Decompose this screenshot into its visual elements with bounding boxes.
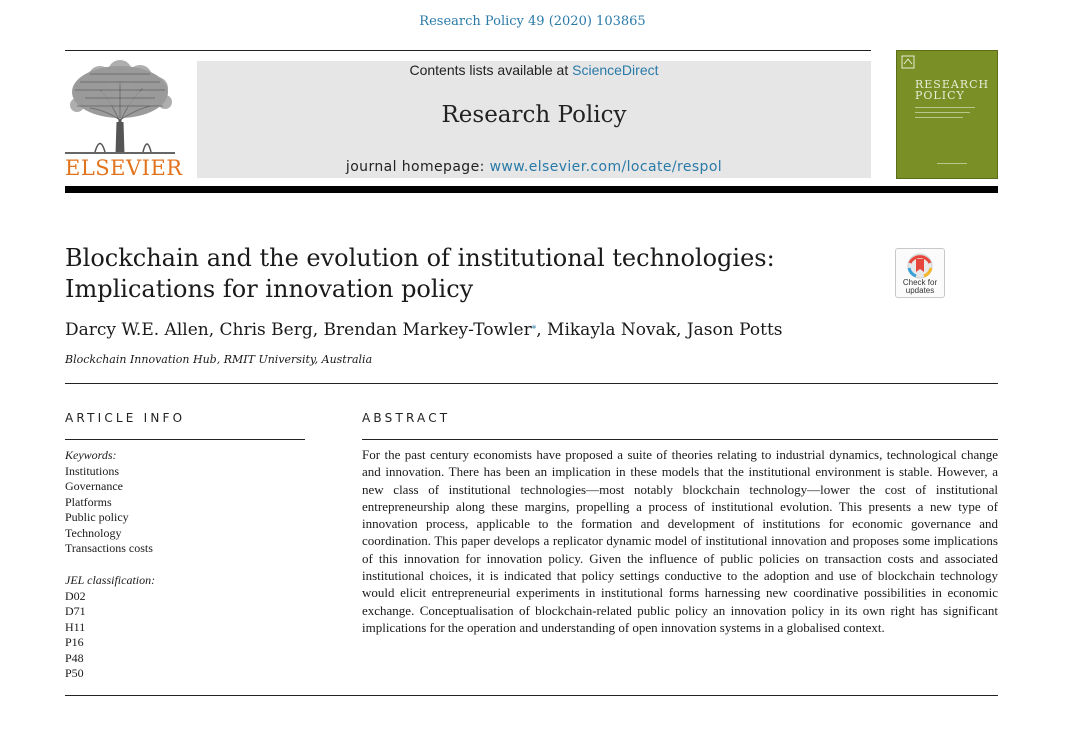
contents-prefix: Contents lists available at xyxy=(409,62,573,78)
jel-code: P48 xyxy=(65,650,84,665)
keyword-item: Public policy xyxy=(65,510,129,524)
homepage-prefix: journal homepage: xyxy=(345,159,490,175)
elsevier-tree-icon xyxy=(65,60,175,156)
corresponding-author-mark[interactable]: ⁎ xyxy=(531,321,537,332)
abstract-rule xyxy=(362,439,998,440)
authors-part-2: , Mikayla Novak, Jason Potts xyxy=(536,320,783,340)
contents-available-line xyxy=(197,62,871,78)
keywords-label: Keywords: xyxy=(65,448,117,462)
elsevier-wordmark: ELSEVIER xyxy=(65,156,183,180)
check-updates-label xyxy=(896,279,944,295)
jel-classification-block xyxy=(65,573,305,682)
paper-title: Blockchain and the evolution of institutional technologies: Implications for innovation policy xyxy=(65,244,775,303)
abstract-body: For the past century economists have proposed a suite of theories relating to industrial dynamics, technological change and innovation. There has been an implication in these models that the institutional environment is stable. However, a new class of institutional technologies—most notably blockchain technology—lower the cost of institutional entrepreneurship along these margins, propelling a process of institutional evolution. This presents a new type of innovation process, applicable to the formation and development of institutions for economic governance and coordination. This paper develops a replicator dynamic model of institutional innovation and proposes some implications of this innovation for innovation policy. Given the influence of public policies on transaction costs and associated institutional choices, it is indicated that policy settings conductive to the adoption and use of blockchain technology would elicit entrepreneurial experiments in institutional forms harnessing new coordinative possibilities in economic exchange. Conceptualisation of blockchain-related public policy an innovation policy in its own right has significant implications for the operation and understanding of open innovation systems in a globalised context. xyxy=(362,447,998,635)
journal-title: Research Policy xyxy=(441,102,627,128)
masthead-bottom-rule xyxy=(65,186,998,193)
cover-text-line xyxy=(915,112,970,113)
article-info-rule xyxy=(65,439,305,440)
top-rule xyxy=(65,50,871,51)
author-affiliation: Blockchain Innovation Hub, RMIT University, Australia xyxy=(65,353,373,366)
keyword-item: Platforms xyxy=(65,494,112,509)
cover-text-line xyxy=(937,163,967,164)
cover-logo-icon xyxy=(901,55,915,69)
keyword-item: Technology xyxy=(65,525,122,540)
jel-label: JEL classification: xyxy=(65,573,156,587)
check-updates-line1: Check for xyxy=(902,278,938,287)
jel-code: D71 xyxy=(65,604,86,618)
check-updates-icon xyxy=(896,251,944,281)
sciencedirect-link[interactable]: ScienceDirect xyxy=(572,62,659,78)
cover-text-line xyxy=(915,107,975,108)
keywords-block xyxy=(65,448,305,557)
title-section-rule xyxy=(65,383,998,384)
jel-code: D02 xyxy=(65,588,86,603)
jel-code: H11 xyxy=(65,619,86,634)
keyword-item: Institutions xyxy=(65,463,120,478)
check-for-updates-button[interactable] xyxy=(895,248,945,298)
cover-text-line xyxy=(915,117,963,118)
journal-homepage-line xyxy=(197,159,871,175)
journal-citation[interactable]: Research Policy 49 (2020) 103865 xyxy=(419,14,646,29)
cover-title: RESEARCH POLICY xyxy=(915,78,990,102)
journal-cover-thumbnail[interactable] xyxy=(896,50,998,179)
homepage-link[interactable]: www.elsevier.com/locate/respol xyxy=(489,159,723,175)
author-list xyxy=(65,320,783,340)
authors-part-1: Darcy W.E. Allen, Chris Berg, Brendan Markey-Towler xyxy=(65,320,532,340)
bottom-rule xyxy=(65,695,998,696)
elsevier-logo[interactable] xyxy=(65,60,183,180)
jel-code: P16 xyxy=(65,635,84,649)
abstract-heading: ABSTRACT xyxy=(362,411,451,425)
jel-code: P50 xyxy=(65,666,84,680)
check-updates-line2: updates xyxy=(905,286,935,295)
article-info-heading: ARTICLE INFO xyxy=(65,411,186,425)
journal-masthead xyxy=(197,61,871,178)
keyword-item: Governance xyxy=(65,479,123,493)
keyword-item: Transactions costs xyxy=(65,541,153,555)
